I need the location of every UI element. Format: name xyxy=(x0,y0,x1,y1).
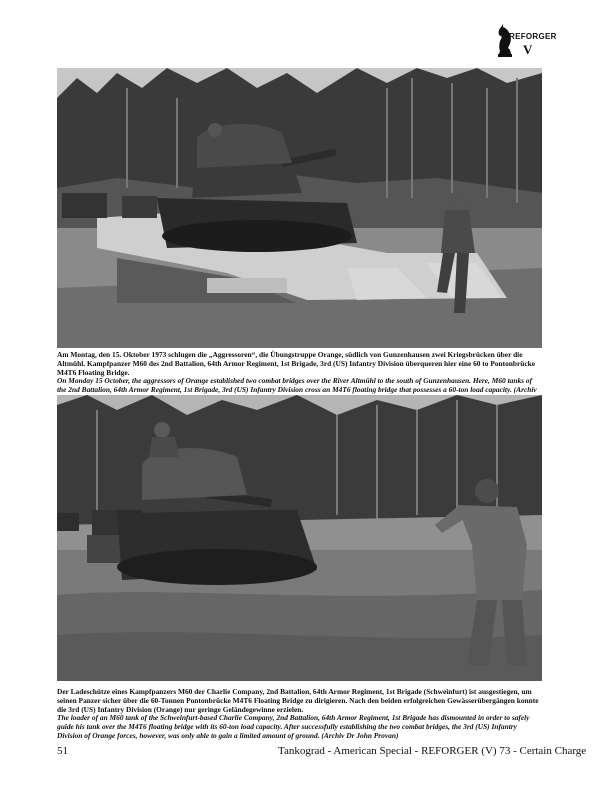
caption-english: The loader of an M60 tank of the Schweinfurt-based Charlie Company, 2nd Battalion, 64th Armor Regiment, 1st Brigade has dismounted in order to safely guide his tank over the M4T6 floating bridge with its 60-ton load capacity. After successfully establishing the two combat bridges, the 3rd (US) Infantry Division of Orange forces, however, was only able to gain a limited amount of ground. (Archiv Dr John Provan) xyxy=(57,713,530,740)
photo-loader-guiding-tank xyxy=(57,395,542,681)
photo-caption-2 xyxy=(57,688,542,741)
reforger-logo xyxy=(497,20,557,58)
page-number: 51 xyxy=(57,745,68,757)
footer-title: Tankograd - American Special - REFORGER (V) 73 - Certain Charge xyxy=(278,745,587,757)
logo-wordmark: REFORGER xyxy=(509,32,557,41)
caption-english: On Monday 15 October, the aggressors of Orange established two combat bridges over the River Altmühl to the south of Gunzenhausen. Here, M60 tanks of the 2nd Battalion, 64th Armor Regiment, 1st Brigade, 3rd (US) Infantry Division cross an M4T6 floating bridge that possesses a 60-ton load capacity. (Archiv xyxy=(57,376,537,395)
photo-tanks-crossing-bridge xyxy=(57,68,542,348)
caption-german: Der Ladeschütze eines Kampfpanzers M60 der Charlie Company, 2nd Battalion, 64th Armor Regiment, 1st Brigade (Schweinfurt) ist ausgestiegen, um seinen Panzer sicher über die 60-Tonnen Pontonbrücke M4T6 Floating Bridge zu dirigieren. Nach den beiden erfolgreichen Gewässerübergängen konnte die 3rd (US) Infantry Division (Orange) nur geringe Geländegewinne erzielen. xyxy=(57,687,539,714)
logo-numeral: V xyxy=(523,42,533,57)
caption-german: Am Montag, den 15. Oktober 1973 schlugen die „Aggressoren“, die Übungstruppe Orange, südlich von Gunzenhausen zwei Kriegsbrücken über die Altmühl. Kampfpanzer M60 des 2nd Battalion, 64th Armor Regiment, 1st Brigade, 3rd (US) Infantry Division überqueren hier eine 60 to Pontonbrücke M4T6 Floating Bridge. xyxy=(57,350,536,377)
